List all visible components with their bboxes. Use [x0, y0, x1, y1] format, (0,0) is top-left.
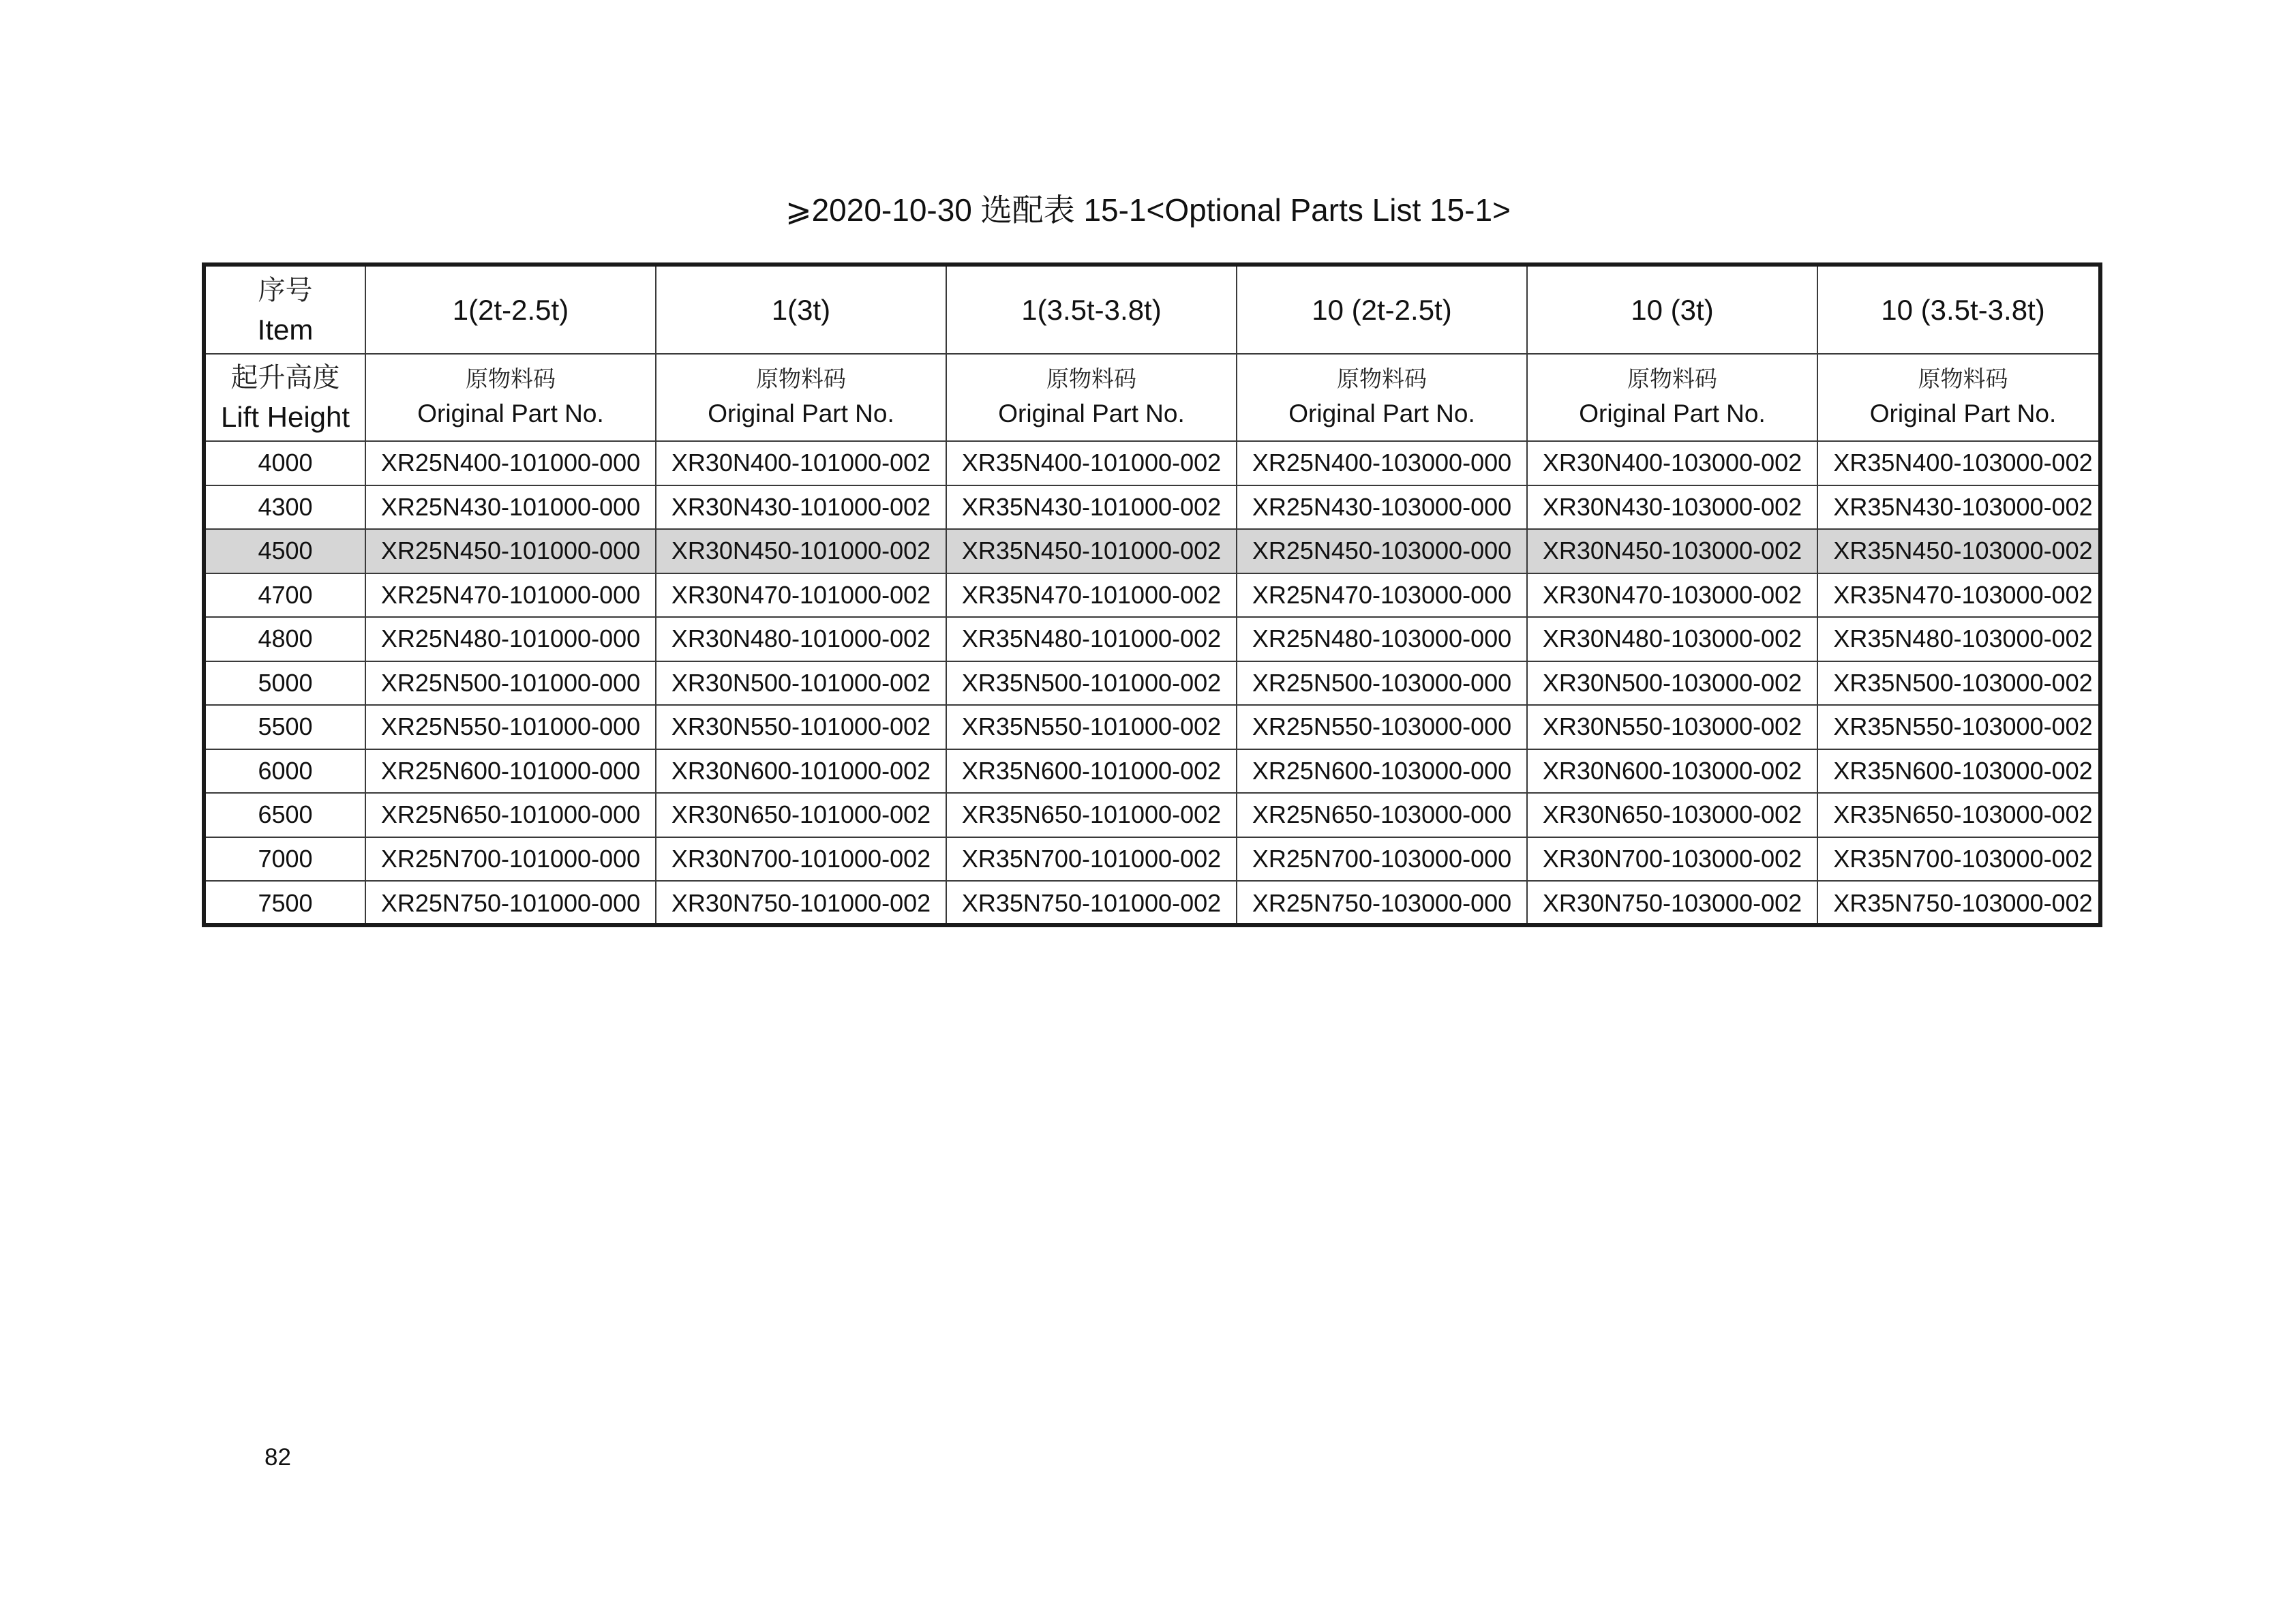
part-no-header-en: Original Part No. — [708, 400, 894, 427]
part-number-cell: XR25N700-101000-000 — [365, 837, 656, 882]
part-number-cell: XR30N550-101000-002 — [656, 705, 946, 749]
part-number-cell: XR30N450-101000-002 — [656, 529, 946, 573]
part-number-cell: XR25N600-103000-000 — [1237, 749, 1527, 794]
item-header-zh: 序号 — [258, 274, 313, 306]
part-no-header-zh: 原物料码 — [756, 365, 846, 392]
part-number-cell: XR35N500-103000-002 — [1817, 661, 2102, 706]
part-number-cell: XR30N480-101000-002 — [656, 617, 946, 661]
part-number-cell: XR30N600-101000-002 — [656, 749, 946, 794]
part-no-header-en: Original Part No. — [1579, 400, 1766, 427]
part-number-cell: XR35N750-103000-002 — [1817, 881, 2102, 925]
item-header-en: Item — [257, 313, 314, 346]
lift-height-cell: 5500 — [206, 705, 365, 749]
part-number-cell: XR30N500-101000-002 — [656, 661, 946, 706]
part-number-cell: XR25N480-103000-000 — [1237, 617, 1527, 661]
parts-table — [206, 267, 2102, 925]
part-no-header-cell — [1817, 354, 2102, 441]
lift-height-header-cell — [206, 354, 365, 441]
part-number-cell: XR30N700-101000-002 — [656, 837, 946, 882]
part-number-cell: XR25N470-103000-000 — [1237, 573, 1527, 618]
part-number-cell: XR25N480-101000-000 — [365, 617, 656, 661]
part-number-cell: XR35N400-101000-002 — [946, 441, 1237, 485]
table-row — [206, 793, 2102, 837]
part-number-cell: XR35N600-103000-002 — [1817, 749, 2102, 794]
part-no-header-cell — [365, 354, 656, 441]
part-number-cell: XR25N500-103000-000 — [1237, 661, 1527, 706]
part-number-cell: XR25N470-101000-000 — [365, 573, 656, 618]
part-number-cell: XR35N750-101000-002 — [946, 881, 1237, 925]
part-number-cell: XR30N430-101000-002 — [656, 485, 946, 530]
part-number-cell: XR30N400-101000-002 — [656, 441, 946, 485]
part-number-cell: XR30N650-103000-002 — [1527, 793, 1817, 837]
lift-height-cell: 4300 — [206, 485, 365, 530]
part-number-cell: XR35N430-103000-002 — [1817, 485, 2102, 530]
part-number-cell: XR25N750-103000-000 — [1237, 881, 1527, 925]
part-number-cell: XR30N500-103000-002 — [1527, 661, 1817, 706]
part-no-header-zh: 原物料码 — [1918, 365, 2008, 392]
table-row — [206, 705, 2102, 749]
part-number-cell: XR25N450-103000-000 — [1237, 529, 1527, 573]
part-number-cell: XR25N750-101000-000 — [365, 881, 656, 925]
part-number-cell: XR30N700-103000-002 — [1527, 837, 1817, 882]
lift-height-cell: 4000 — [206, 441, 365, 485]
item-header-cell — [206, 267, 365, 354]
part-number-cell: XR35N450-103000-002 — [1817, 529, 2102, 573]
part-number-cell: XR35N480-101000-002 — [946, 617, 1237, 661]
part-number-cell: XR35N650-103000-002 — [1817, 793, 2102, 837]
part-no-header-zh: 原物料码 — [1046, 365, 1136, 392]
page-number: 82 — [265, 1444, 291, 1471]
part-number-cell: XR25N430-103000-000 — [1237, 485, 1527, 530]
part-no-header-en: Original Part No. — [417, 400, 604, 427]
part-number-cell: XR30N430-103000-002 — [1527, 485, 1817, 530]
part-number-cell: XR35N470-101000-002 — [946, 573, 1237, 618]
part-number-cell: XR35N450-101000-002 — [946, 529, 1237, 573]
part-number-cell: XR35N550-101000-002 — [946, 705, 1237, 749]
part-number-cell: XR25N550-103000-000 — [1237, 705, 1527, 749]
model-header: 1(3.5t-3.8t) — [946, 267, 1237, 354]
part-number-cell: XR35N600-101000-002 — [946, 749, 1237, 794]
lift-height-cell: 7500 — [206, 881, 365, 925]
part-number-cell: XR30N550-103000-002 — [1527, 705, 1817, 749]
table-row — [206, 573, 2102, 618]
part-no-header-cell — [946, 354, 1237, 441]
part-no-header-en: Original Part No. — [1288, 400, 1475, 427]
part-number-cell: XR25N400-103000-000 — [1237, 441, 1527, 485]
part-number-cell: XR25N430-101000-000 — [365, 485, 656, 530]
part-no-header-zh: 原物料码 — [1627, 365, 1717, 392]
part-number-cell: XR25N500-101000-000 — [365, 661, 656, 706]
part-number-cell: XR30N450-103000-002 — [1527, 529, 1817, 573]
lift-height-cell: 4800 — [206, 617, 365, 661]
lift-height-cell: 4500 — [206, 529, 365, 573]
part-number-cell: XR35N550-103000-002 — [1817, 705, 2102, 749]
part-no-header-en: Original Part No. — [998, 400, 1185, 427]
part-no-header-zh: 原物料码 — [466, 365, 556, 392]
table-row — [206, 529, 2102, 573]
header-row-models — [206, 267, 2102, 354]
lift-height-cell: 5000 — [206, 661, 365, 706]
part-number-cell: XR25N700-103000-000 — [1237, 837, 1527, 882]
part-no-header-en: Original Part No. — [1869, 400, 2057, 427]
part-number-cell: XR25N650-103000-000 — [1237, 793, 1527, 837]
table-row — [206, 617, 2102, 661]
part-number-cell: XR30N400-103000-002 — [1527, 441, 1817, 485]
part-no-header-zh: 原物料码 — [1337, 365, 1427, 392]
table-row — [206, 837, 2102, 882]
optional-parts-table — [202, 262, 2102, 927]
table-row — [206, 749, 2102, 794]
part-no-header-cell — [1527, 354, 1817, 441]
part-no-header-cell — [1237, 354, 1527, 441]
model-header: 1(2t-2.5t) — [365, 267, 656, 354]
model-header: 10 (3.5t-3.8t) — [1817, 267, 2102, 354]
model-header: 10 (2t-2.5t) — [1237, 267, 1527, 354]
part-number-cell: XR25N550-101000-000 — [365, 705, 656, 749]
model-header: 1(3t) — [656, 267, 946, 354]
part-number-cell: XR25N400-101000-000 — [365, 441, 656, 485]
part-number-cell: XR30N750-101000-002 — [656, 881, 946, 925]
part-no-header-cell — [656, 354, 946, 441]
part-number-cell: XR30N470-103000-002 — [1527, 573, 1817, 618]
part-number-cell: XR30N650-101000-002 — [656, 793, 946, 837]
lift-height-header-zh: 起升高度 — [230, 362, 340, 393]
part-number-cell: XR35N650-101000-002 — [946, 793, 1237, 837]
part-number-cell: XR35N400-103000-002 — [1817, 441, 2102, 485]
part-number-cell: XR35N700-103000-002 — [1817, 837, 2102, 882]
lift-height-cell: 4700 — [206, 573, 365, 618]
table-row — [206, 881, 2102, 925]
part-number-cell: XR30N480-103000-002 — [1527, 617, 1817, 661]
part-number-cell: XR35N470-103000-002 — [1817, 573, 2102, 618]
lift-height-cell: 6500 — [206, 793, 365, 837]
part-number-cell: XR35N430-101000-002 — [946, 485, 1237, 530]
part-number-cell: XR35N700-101000-002 — [946, 837, 1237, 882]
part-number-cell: XR30N750-103000-002 — [1527, 881, 1817, 925]
header-row-part-labels — [206, 354, 2102, 441]
part-number-cell: XR25N650-101000-000 — [365, 793, 656, 837]
lift-height-header-en: Lift Height — [220, 401, 350, 433]
part-number-cell: XR30N470-101000-002 — [656, 573, 946, 618]
table-row — [206, 485, 2102, 530]
lift-height-cell: 7000 — [206, 837, 365, 882]
model-header: 10 (3t) — [1527, 267, 1817, 354]
part-number-cell: XR35N500-101000-002 — [946, 661, 1237, 706]
table-row — [206, 441, 2102, 485]
part-number-cell: XR35N480-103000-002 — [1817, 617, 2102, 661]
part-number-cell: XR25N450-101000-000 — [365, 529, 656, 573]
table-row — [206, 661, 2102, 706]
part-number-cell: XR30N600-103000-002 — [1527, 749, 1817, 794]
part-number-cell: XR25N600-101000-000 — [365, 749, 656, 794]
page-title: ⩾2020-10-30 选配表 15-1<Optional Parts List 15-1> — [785, 192, 1511, 228]
lift-height-cell: 6000 — [206, 749, 365, 794]
